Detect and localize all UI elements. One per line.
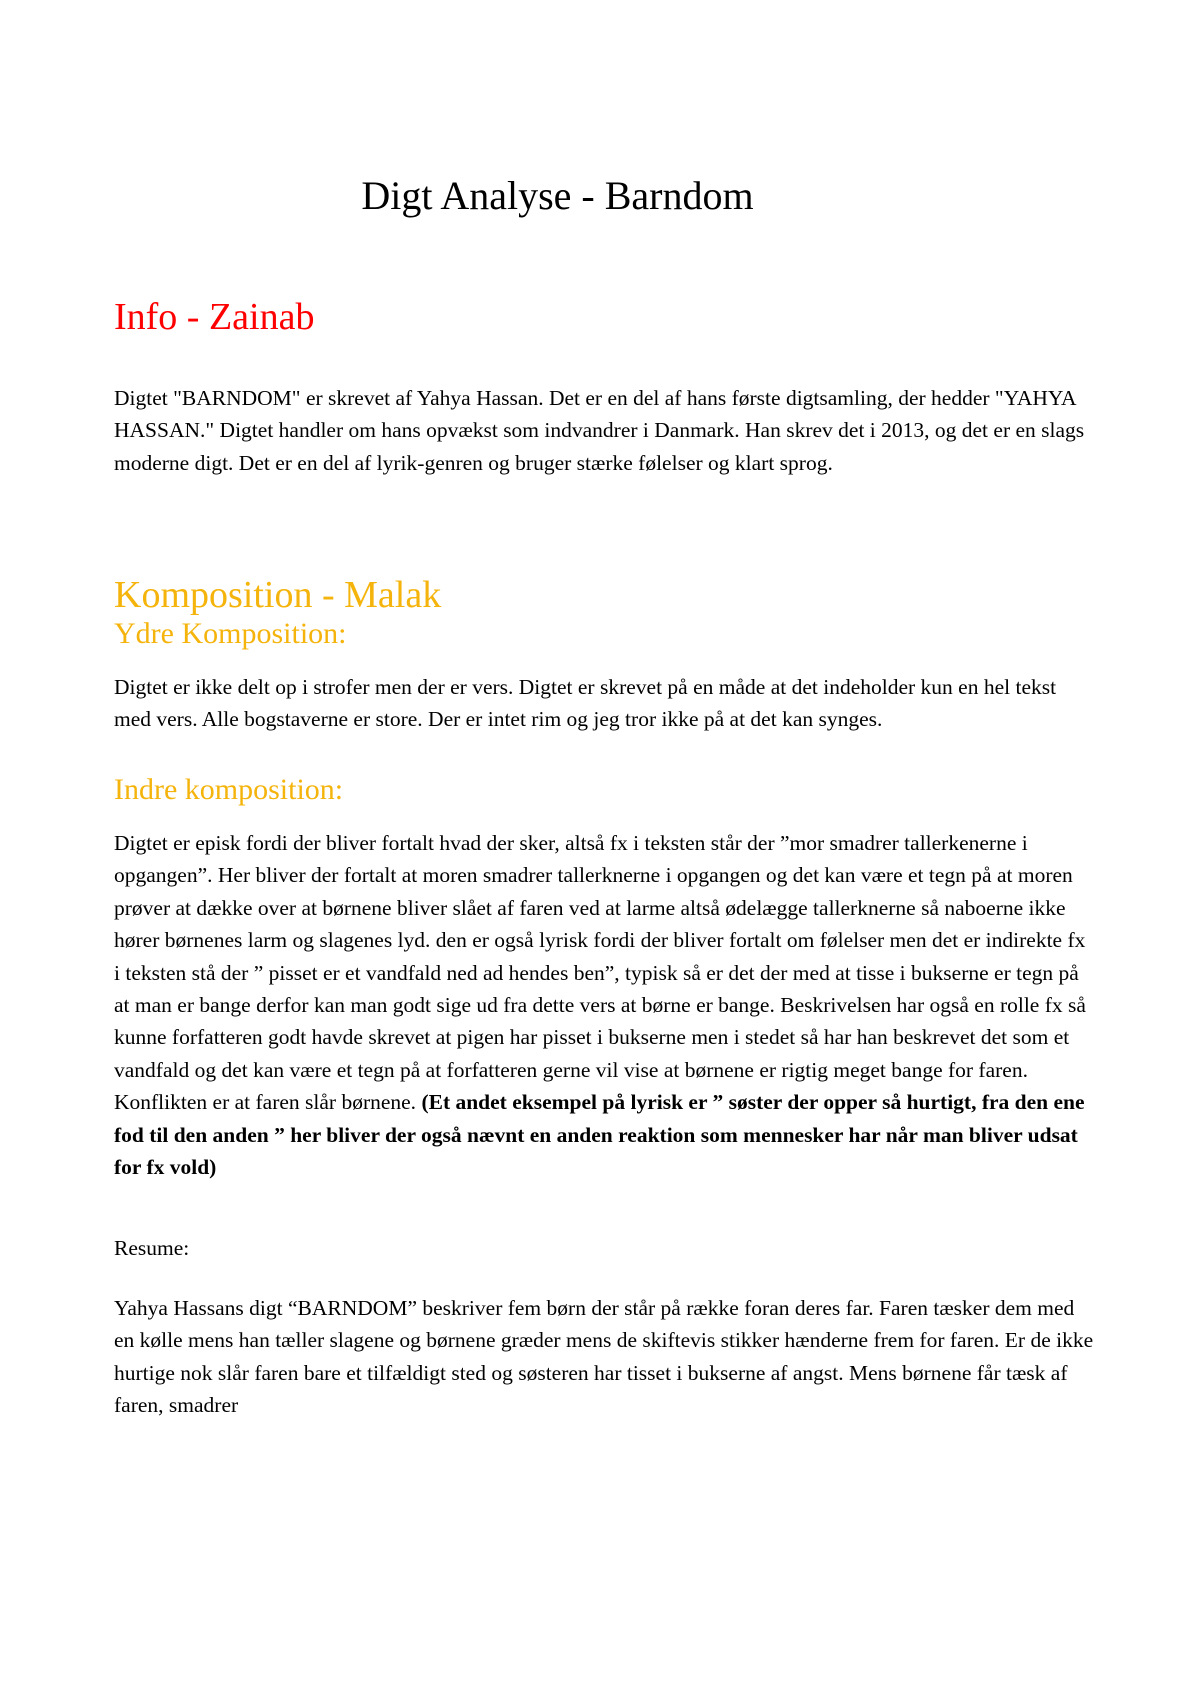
indre-komposition-heading: Indre komposition: [114, 773, 344, 806]
indre-komposition-bold-text: (Et andet eksempel på lyrisk er ” søster der opper så hurtigt, fra den ene fod til den anden ” her bliver der også nævnt en anden reaktion som mennesker har når man bliver udsat for fx vold) [114, 1090, 1085, 1180]
resume-paragraph: Yahya Hassans digt “BARNDOM” beskriver fem børn der står på række foran deres far. Faren tæsker dem med en kølle mens han tæller slagene og børnene græder mens de skiftevis stikker hænderne frem for faren. Er de ikke hurtige nok slår faren bare et tilfældigt sted og søsteren har tisset i bukserne af angst. Mens børnene får tæsk af faren, smadrer [114, 1296, 1094, 1418]
indre-komposition-text: Digtet er episk fordi der bliver fortalt hvad der sker, altså fx i teksten står der ”mor smadrer tallerkenerne i opgangen”. Her bliver der fortalt at moren smadrer tallerknerne i opgangen og det kan være et tegn på at moren prøver at dække over at børnene bliver slået af faren ved at larme altså ødelægge tallerknerne så naboerne ikke hører børnenes larm og slagenes lyd. den er også lyrisk fordi der bliver fortalt om følelser men det er indirekte fx i teksten stå der ” pisset er et vandfald ned ad hendes ben”, typisk så er det der med at tisse i bukserne er tegn på at man er bange derfor kan man godt sige ud fra dette vers at børne er bange. Beskrivelsen har også en rolle fx så kunne forfatteren godt havde skrevet at pigen har pisset i bukserne men i stedet så har han beskrevet det som et vandfald og det kan være et tegn på at forfatteren gerne vil vise at børnene er rigtig meget bange for faren. Konflikten er at faren slår børnene. [114, 831, 1086, 1115]
indre-komposition-paragraph [114, 827, 1094, 1183]
document-title: Digt Analyse - Barndom [361, 173, 754, 218]
ydre-komposition-paragraph: Digtet er ikke delt op i strofer men der er vers. Digtet er skrevet på en måde at det indeholder kun en hel tekst med vers. Alle bogstaverne er store. Der er intet rim og jeg tror ikke på at det kan synges. [114, 675, 1057, 732]
ydre-komposition-heading: Ydre Komposition: [114, 617, 347, 650]
info-paragraph: Digtet "BARNDOM" er skrevet af Yahya Hassan. Det er en del af hans første digtsamling, der hedder "YAHYA HASSAN." Digtet handler om hans opvækst som indvandrer i Danmark. Han skrev det i 2013, og det er en slags moderne digt. Det er en del af lyrik-genren og bruger stærke følelser og klart sprog. [114, 386, 1085, 475]
info-heading: Info - Zainab [114, 296, 315, 338]
komposition-heading: Komposition - Malak [114, 574, 442, 616]
resume-label: Resume: [114, 1236, 190, 1260]
